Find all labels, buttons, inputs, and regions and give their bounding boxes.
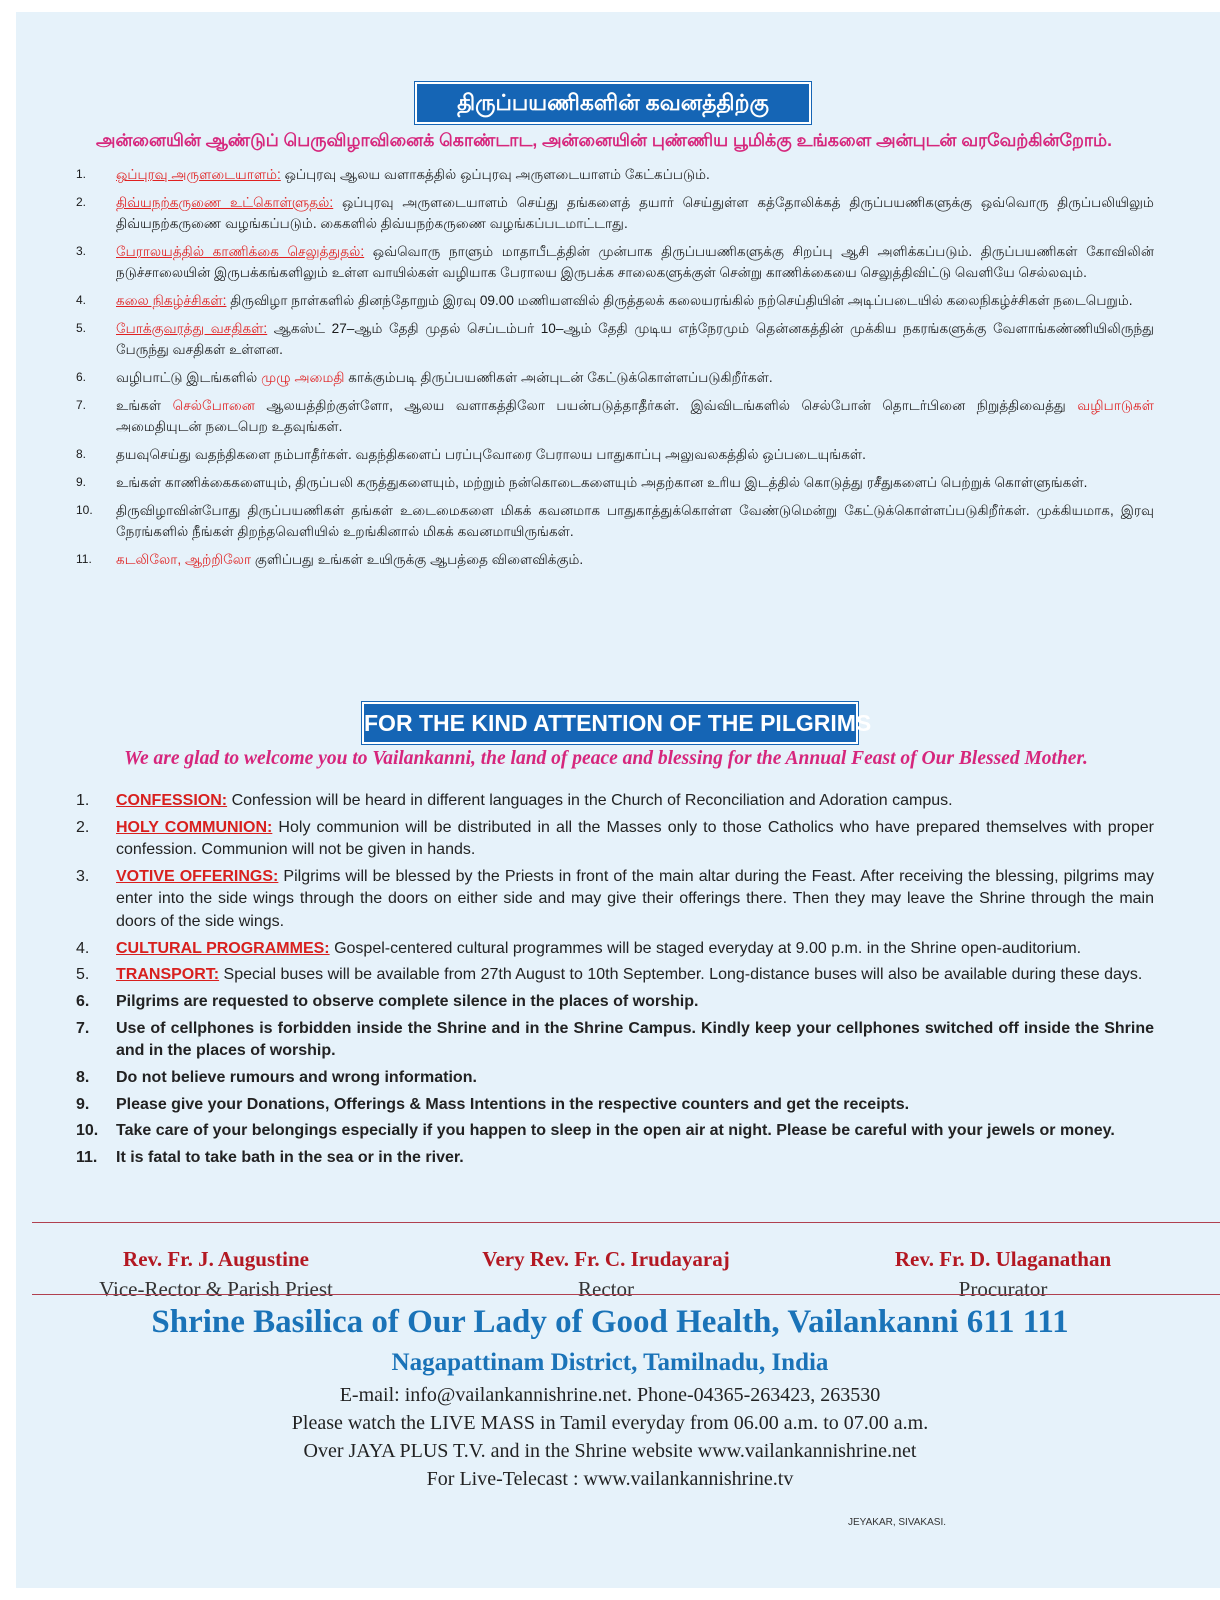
- item-number: 1.: [76, 167, 87, 181]
- item-text: Take care of your belongings especially if you happen to sleep in the open air at night. Please be careful with your jewels or money.: [116, 1122, 1115, 1140]
- item-text: Pilgrims are requested to observe complete silence in the places of worship.: [116, 992, 699, 1010]
- item-text: Use of cellphones is forbidden inside the Shrine and in the Shrine Campus. Kindly keep your cellphones switched off inside the Shrine and in the places of worship.: [116, 1019, 1154, 1060]
- item-number: 1.: [76, 792, 90, 809]
- item-heading: பேராலயத்தில் காணிக்கை செலுத்துதல்:: [116, 244, 365, 259]
- list-item: [76, 1120, 1154, 1143]
- item-text: திருவிழாவின்போது திருப்பயணிகள் தங்கள் உடைமைகளை மிகக் கவனமாக பாதுகாத்துக்கொள்ள வேண்டுமென்று கேட்டுக்கொள்ளப்படுகிறீர்கள். முக்கியமாக, இரவு நேரங்களில் நீங்கள் திறந்தவெளியில் உறங்கினால் மிகக் கவனமாயிருங்கள்.: [116, 503, 1154, 539]
- item-number: 2.: [76, 195, 87, 209]
- item-number: 3.: [76, 244, 87, 258]
- item-number: 10.: [76, 1122, 99, 1140]
- item-text: Confession will be heard in different languages in the Church of Reconciliation and Adoration campus.: [227, 792, 953, 809]
- list-item: [76, 549, 1154, 570]
- item-heading: ஒப்புரவு அருளடையாளம்:: [116, 167, 281, 182]
- item-heading: TRANSPORT:: [116, 966, 220, 984]
- item-text: Do not believe rumours and wrong information.: [116, 1068, 477, 1086]
- item-number: 6.: [76, 992, 90, 1010]
- item-text: ஆகஸ்ட் 27–ஆம் தேதி முதல் செப்டம்பர் 10–ஆம் தேதி முடிய எந்நேரமும் தென்னகத்தின் முக்கிய நகரங்களுக்கு வேளாங்கண்ணியிலிருந்து பேருந்து வசதிகள் உள்ளன.: [116, 321, 1154, 357]
- tamil-welcome: அன்னையின் ஆண்டுப் பெருவிழாவினைக் கொண்டாட, அன்னையின் புண்ணிய பூமிக்கு உங்களை அன்புடன் வரவேற்கின்றோம்.: [96, 130, 1112, 150]
- item-text: ஆலயத்திற்குள்ளோ, ஆலய வளாகத்திலோ பயன்படுத்தாதீர்கள். இவ்விடங்களில் செல்போன் தொடர்பினை நிறுத்திவைத்து: [254, 398, 1078, 413]
- signatory-vice-rector: [26, 1244, 406, 1304]
- item-number: 6.: [76, 370, 87, 384]
- item-heading: HOLY COMMUNION:: [116, 818, 273, 836]
- list-item: [76, 817, 1154, 862]
- divider-top: [32, 1222, 1220, 1223]
- item-text: வழிபாட்டு இடங்களில்: [116, 370, 262, 385]
- item-text: ஒவ்வொரு நாளும் மாதாபீடத்தின் முன்பாக திருப்பயணிகளுக்கு சிறப்பு ஆசி அளிக்கப்படும். திருப்பயணிகள் கோவிலின் நடுச்சாலையின் இருபக்கங்களிலும் உள்ள வாயில்கள் வழியாக பேராலய இருபக்க சாலைகளுக்குள் சென்று காணிக்கையை செலுத்திவிட்டு வெளியே செல்லவும்.: [116, 244, 1155, 280]
- item-heading: போக்குவரத்து வசதிகள்:: [116, 321, 268, 336]
- divider-bottom: [32, 1294, 1220, 1295]
- english-banner: FOR THE KIND ATTENTION OF THE PILGRIMS: [362, 702, 858, 744]
- item-text: அமைதியுடன் நடைபெற உதவுங்கள்.: [116, 419, 343, 434]
- item-number: 8.: [76, 447, 87, 461]
- signatory-name: Very Rev. Fr. C. Irudayaraj: [482, 1247, 730, 1271]
- item-number: 9.: [76, 1095, 90, 1113]
- tamil-instructions-list: [76, 164, 1154, 577]
- item-text: உங்கள்: [116, 398, 173, 413]
- english-instructions-list: [76, 790, 1154, 1174]
- shrine-district: Nagapattinam District, Tamilnadu, India: [391, 1349, 829, 1376]
- item-text: திருவிழா நாள்களில் தினந்தோறும் இரவு 09.00 மணியளவில் திருத்தலக் கலையரங்கில் நற்செய்தியின் அடிப்படையில் கலைநிகழ்ச்சிகள் நடைபெறும்.: [226, 293, 1133, 308]
- item-heading: CULTURAL PROGRAMMES:: [116, 939, 330, 957]
- list-item: [76, 318, 1154, 360]
- tv-website-line: Over JAYA PLUS T.V. and in the Shrine website www.vailankannishrine.net: [303, 1440, 917, 1462]
- list-item: [76, 938, 1154, 961]
- item-text: Gospel-centered cultural programmes will be staged everyday at 9.00 p.m. in the Shrine open-auditorium.: [329, 939, 1082, 957]
- signatory-title: Rector: [578, 1277, 634, 1301]
- item-number: 9.: [76, 475, 87, 489]
- item-text: தயவுசெய்து வதந்திகளை நம்பாதீர்கள். வதந்திகளைப் பரப்புவோரை பேராலய பாதுகாப்பு அலுவலகத்தில் ஒப்படையுங்கள்.: [116, 447, 866, 462]
- item-text: Special buses will be available from 27th August to 10th September. Long-distance buses will also be available during these days.: [219, 966, 1143, 984]
- list-item: [76, 241, 1154, 283]
- item-number: 2.: [76, 818, 90, 836]
- list-item: [76, 1094, 1154, 1117]
- list-item: [76, 164, 1154, 185]
- signatory-rector: [416, 1244, 796, 1304]
- item-number: 5.: [76, 966, 90, 984]
- item-text: காக்கும்படி திருப்பயணிகள் அன்புடன் கேட்டுக்கொள்ளப்படுகிறீர்கள்.: [344, 370, 773, 385]
- list-item: [76, 395, 1154, 437]
- item-text: It is fatal to take bath in the sea or in the river.: [116, 1148, 464, 1166]
- list-item: [76, 472, 1154, 493]
- signatory-title: Procurator: [958, 1277, 1048, 1301]
- item-text: Holy communion will be distributed in all the Masses only to those Catholics who have prepared themselves with proper confession. Communion will not be given in hands.: [116, 818, 1154, 859]
- list-item: [76, 1147, 1154, 1170]
- item-text: குளிப்பது உங்கள் உயிருக்கு ஆபத்தை விளைவிக்கும்.: [251, 552, 584, 567]
- item-heading: திவ்யநற்கருணை உட்கொள்ளுதல்:: [116, 195, 334, 210]
- item-number: 11.: [76, 1148, 98, 1166]
- list-item: [76, 500, 1154, 542]
- item-number: 8.: [76, 1068, 90, 1086]
- item-text: ஒப்புரவு அருளடையாளம் செய்து தங்களைத் தயார் செய்துள்ள கத்தோலிக்கத் திருப்பயணிகளுக்கு ஒவ்வொரு திருப்பலியிலும் திவ்யநற்கருணை வழங்கப்படும். கைகளில் திவ்யநற்கருணை வழங்கப்படமாட்டாது.: [116, 195, 1154, 231]
- highlight-text: கடலிலோ, ஆற்றிலோ: [116, 552, 252, 567]
- signatory-name: Rev. Fr. J. Augustine: [123, 1247, 309, 1271]
- item-number: 3.: [76, 867, 90, 885]
- item-text: உங்கள் காணிக்கைகளையும், திருப்பலி கருத்துகளையும், மற்றும் நன்கொடைகளையும் அதற்கான உரிய இடத்தில் கொடுத்து ரசீதுகளைப் பெற்றுக் கொள்ளுங்கள்.: [116, 475, 1088, 490]
- item-text: Pilgrims will be blessed by the Priests in front of the main altar during the Feast. After receiving the blessing, pilgrims may enter into the side wings through the doors on either side and may give their offerings there. Then they may leave the Shrine through the main doors of the side wings.: [116, 867, 1154, 930]
- printer-credit: JEYAKAR, SIVAKASI.: [848, 1517, 946, 1528]
- list-item: [76, 866, 1154, 934]
- list-item: [76, 1018, 1154, 1063]
- item-number: 11.: [76, 552, 92, 566]
- telecast-line: For Live-Telecast : www.vailankannishrine.tv: [426, 1468, 794, 1490]
- shrine-title: Shrine Basilica of Our Lady of Good Health, Vailankanni 611 111: [151, 1304, 1069, 1340]
- list-item: [76, 444, 1154, 465]
- item-heading: CONFESSION:: [116, 792, 228, 809]
- contact-line: E-mail: info@vailankannishrine.net. Phone-04365-263423, 263530: [339, 1384, 881, 1406]
- signatory-title: Vice-Rector & Parish Priest: [99, 1277, 333, 1301]
- highlight-text: முழு அமைதி: [261, 370, 345, 385]
- item-number: 4.: [76, 293, 87, 307]
- item-text: Please give your Donations, Offerings & Mass Intentions in the respective counters and get the receipts.: [116, 1095, 910, 1113]
- item-text: ஒப்புரவு ஆலய வளாகத்தில் ஒப்புரவு அருளடையாளம் கேட்கப்படும்.: [280, 167, 710, 182]
- item-number: 5.: [76, 321, 87, 335]
- list-item: [76, 991, 1154, 1014]
- item-heading: VOTIVE OFFERINGS:: [116, 867, 279, 885]
- list-item: [76, 790, 1154, 813]
- highlight-text: வழிபாடுகள்: [1077, 398, 1154, 413]
- tamil-banner: திருப்பயணிகளின் கவனத்திற்கு: [415, 82, 811, 124]
- english-welcome: We are glad to welcome you to Vailankanni, the land of peace and blessing for the Annual Feast of Our Blessed Mother.: [124, 748, 1088, 769]
- list-item: [76, 964, 1154, 987]
- signatory-procurator: [813, 1244, 1193, 1304]
- item-number: 7.: [76, 398, 87, 412]
- list-item: [76, 192, 1154, 234]
- item-number: 4.: [76, 939, 90, 957]
- list-item: [76, 290, 1154, 311]
- item-heading: கலை நிகழ்ச்சிகள்:: [116, 293, 227, 308]
- list-item: [76, 1067, 1154, 1090]
- list-item: [76, 367, 1154, 388]
- signatory-name: Rev. Fr. D. Ulaganathan: [894, 1247, 1112, 1271]
- live-mass-line: Please watch the LIVE MASS in Tamil everyday from 06.00 a.m. to 07.00 a.m.: [291, 1412, 929, 1434]
- item-number: 7.: [76, 1019, 90, 1037]
- highlight-text: செல்போனை: [172, 398, 255, 413]
- item-number: 10.: [76, 503, 93, 517]
